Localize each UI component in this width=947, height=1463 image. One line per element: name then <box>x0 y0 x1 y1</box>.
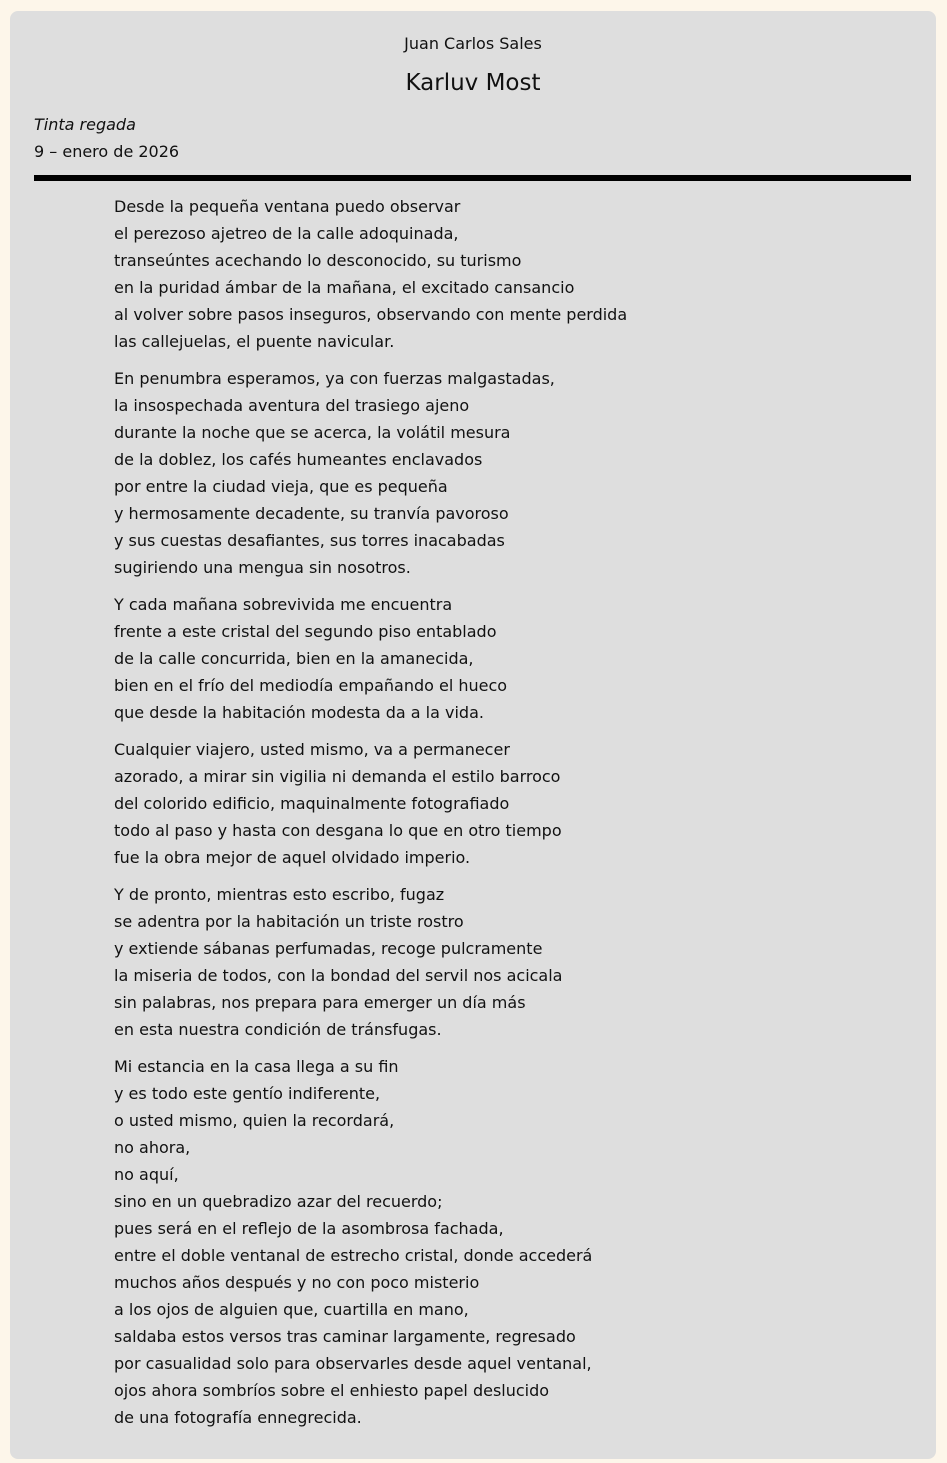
poem-line: azorado, a mirar sin vigilia ni demanda el estilo barroco <box>114 767 561 786</box>
poem-line: que desde la habitación modesta da a la vida. <box>114 703 484 722</box>
poem-line: durante la noche que se acerca, la volátil mesura <box>114 423 511 442</box>
poem-line: se adentra por la habitación un triste rostro <box>114 912 464 931</box>
header-divider <box>34 175 911 181</box>
poem-line: no aquí, <box>114 1165 179 1184</box>
poem-stanza <box>114 881 894 1043</box>
poem-line: y sus cuestas desafiantes, sus torres inacabadas <box>114 531 505 550</box>
publication-date: 9 – enero de 2026 <box>34 142 180 161</box>
poem-stanza <box>114 193 894 355</box>
poem-line: la miseria de todos, con la bondad del servil nos acicala <box>114 966 563 985</box>
poem-line: el perezoso ajetreo de la calle adoquinada, <box>114 224 459 243</box>
poem-line: la insospechada aventura del trasiego ajeno <box>114 396 470 415</box>
poem-line: a los ojos de alguien que, cuartilla en mano, <box>114 1300 469 1319</box>
poem-card <box>10 11 936 1459</box>
book-title: Tinta regada <box>34 115 136 134</box>
poem-line: las callejuelas, el puente navicular. <box>114 332 395 351</box>
poem-line: En penumbra esperamos, ya con fuerzas malgastadas, <box>114 369 555 388</box>
poem-line: Cualquier viajero, usted mismo, va a permanecer <box>114 740 510 759</box>
poem-line: sin palabras, nos prepara para emerger un día más <box>114 993 526 1012</box>
poem-line: por casualidad solo para observarles desde aquel ventanal, <box>114 1354 592 1373</box>
poem-body <box>114 193 894 1441</box>
poem-line: fue la obra mejor de aquel olvidado imperio. <box>114 848 471 867</box>
author-name: Juan Carlos Sales <box>404 34 542 53</box>
poem-line: Desde la pequeña ventana puedo observar <box>114 197 461 216</box>
poem-line: Y de pronto, mientras esto escribo, fugaz <box>114 885 445 904</box>
poem-line: y extiende sábanas perfumadas, recoge pulcramente <box>114 939 543 958</box>
poem-line: sino en un quebradizo azar del recuerdo; <box>114 1192 443 1211</box>
poem-line: al volver sobre pasos inseguros, observando con mente perdida <box>114 305 628 324</box>
poem-stanza <box>114 365 894 581</box>
poem-line: del colorido edificio, maquinalmente fotografiado <box>114 794 510 813</box>
poem-line: y es todo este gentío indiferente, <box>114 1084 381 1103</box>
poem-stanza <box>114 736 894 871</box>
poem-line: en esta nuestra condición de tránsfugas. <box>114 1020 442 1039</box>
poem-line: ojos ahora sombríos sobre el enhiesto papel deslucido <box>114 1381 550 1400</box>
poem-line: por entre la ciudad vieja, que es pequeña <box>114 477 448 496</box>
poem-line: bien en el frío del mediodía empañando el hueco <box>114 676 508 695</box>
poem-line: frente a este cristal del segundo piso entablado <box>114 622 497 641</box>
poem-line: de la calle concurrida, bien en la amanecida, <box>114 649 474 668</box>
poem-line: o usted mismo, quien la recordará, <box>114 1111 395 1130</box>
poem-line: no ahora, <box>114 1138 191 1157</box>
poem-title: Karluv Most <box>405 70 541 96</box>
poem-line: Y cada mañana sobrevivida me encuentra <box>114 595 453 614</box>
poem-line: todo al paso y hasta con desgana lo que en otro tiempo <box>114 821 562 840</box>
poem-line: muchos años después y no con poco misterio <box>114 1273 480 1292</box>
poem-line: entre el doble ventanal de estrecho cristal, donde accederá <box>114 1246 593 1265</box>
poem-line: Mi estancia en la casa llega a su fin <box>114 1057 399 1076</box>
poem-line: y hermosamente decadente, su tranvía pavoroso <box>114 504 509 523</box>
poem-line: sugiriendo una mengua sin nosotros. <box>114 558 411 577</box>
poem-line: pues será en el reflejo de la asombrosa fachada, <box>114 1219 504 1238</box>
poem-line: en la puridad ámbar de la mañana, el excitado cansancio <box>114 278 575 297</box>
poem-line: transeúntes acechando lo desconocido, su turismo <box>114 251 522 270</box>
poem-line: saldaba estos versos tras caminar largamente, regresado <box>114 1327 576 1346</box>
poem-line: de la doblez, los cafés humeantes enclavados <box>114 450 483 469</box>
poem-line: de una fotografía ennegrecida. <box>114 1408 362 1427</box>
poem-stanza <box>114 591 894 726</box>
poem-stanza <box>114 1053 894 1431</box>
